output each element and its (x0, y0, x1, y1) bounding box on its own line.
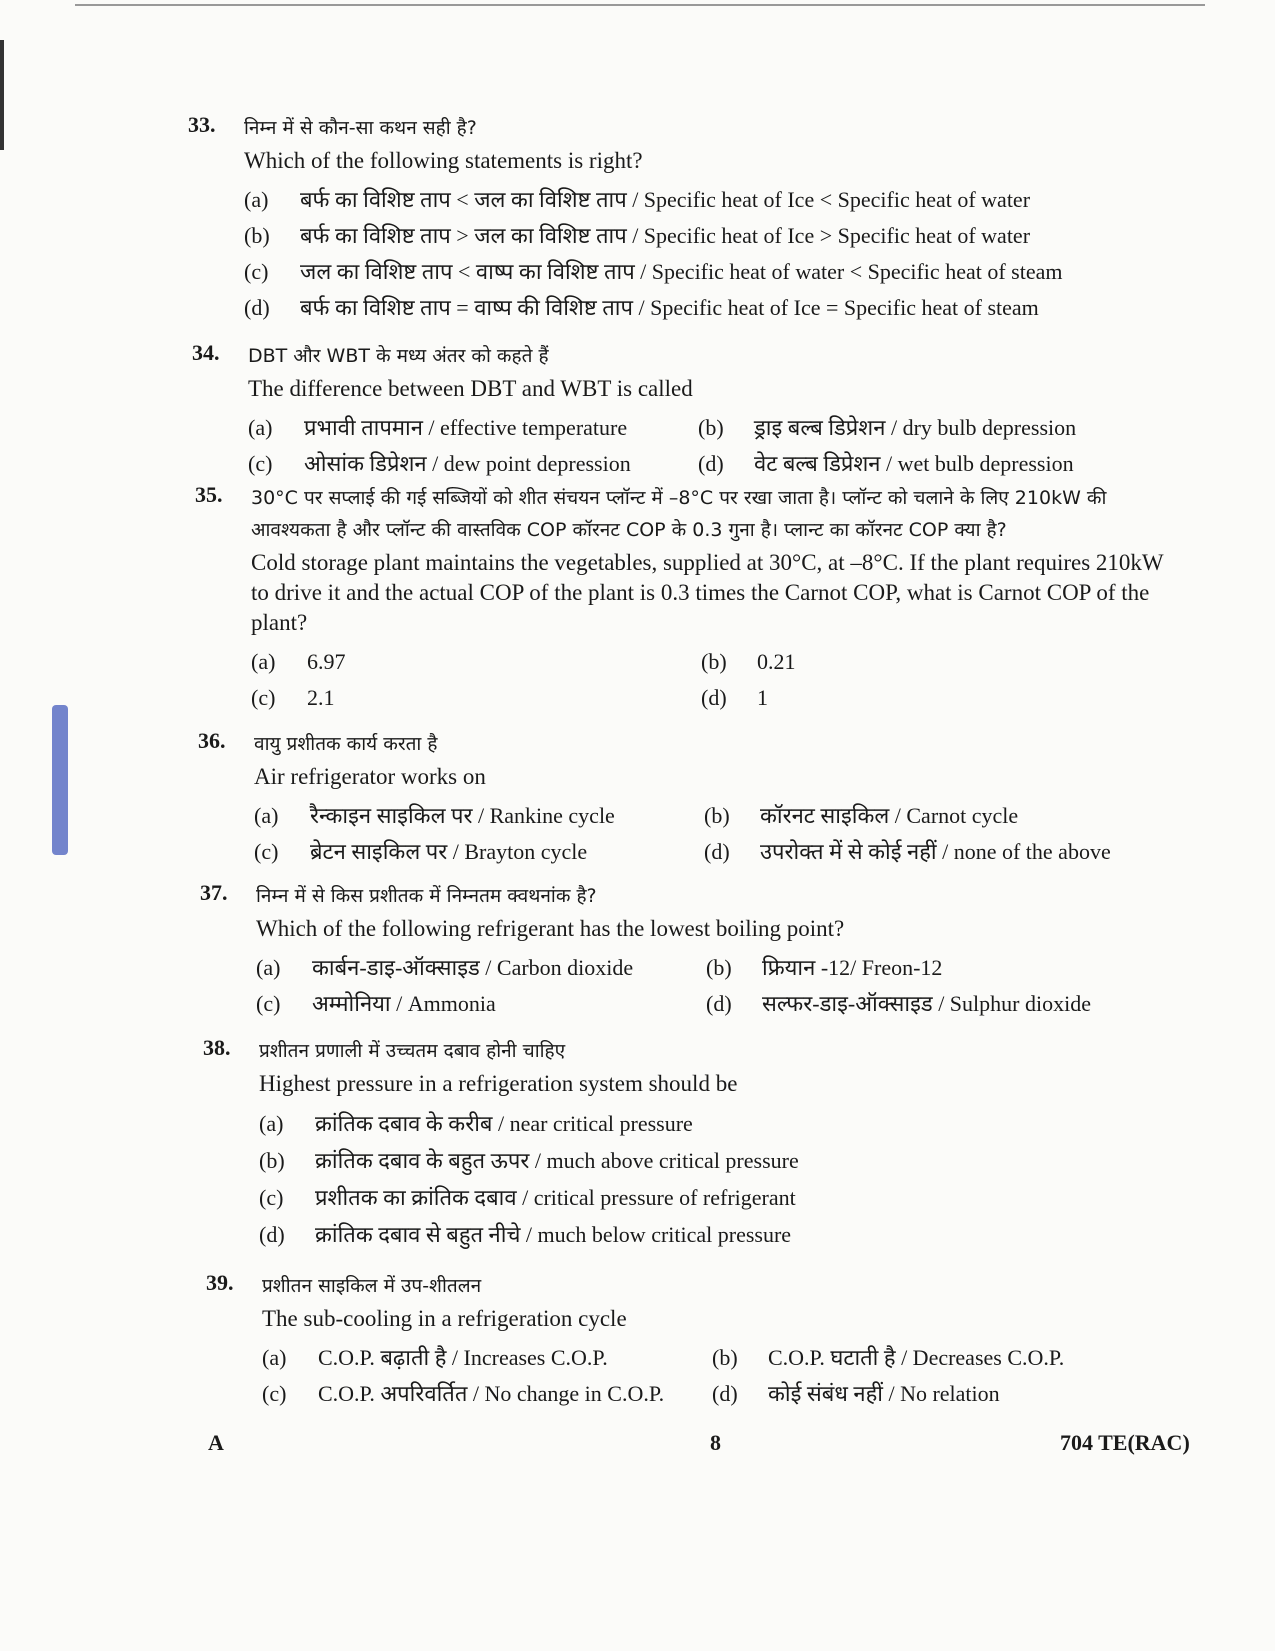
question-36 (198, 728, 1158, 870)
option-d (706, 986, 1186, 1022)
question-text-english: The sub-cooling in a refrigeration cycle (262, 1306, 627, 1331)
option-d (259, 1216, 1163, 1253)
option-a (254, 798, 704, 834)
option-label: (b) (712, 1345, 738, 1370)
option-a (251, 644, 701, 680)
question-text-english: The difference between DBT and WBT is called (248, 376, 693, 401)
question-number: 37. (200, 880, 228, 905)
option-c (254, 834, 704, 870)
option-label: (c) (251, 685, 276, 710)
option-text: ड्राइ बल्ब डिप्रेशन / dry bulb depression (754, 415, 1077, 440)
option-label: (d) (259, 1222, 285, 1247)
question-number: 34. (192, 340, 220, 365)
question-number: 35. (195, 482, 223, 507)
option-a (256, 950, 706, 986)
option-d (698, 446, 1178, 482)
question-text-english: Highest pressure in a refrigeration system should be (259, 1071, 738, 1096)
option-text: अम्मोनिया / Ammonia (312, 991, 496, 1016)
question-text-english: Which of the following refrigerant has the lowest boiling point? (256, 916, 845, 941)
option-label: (c) (248, 451, 273, 476)
option-text: क्रांतिक दबाव के बहुत ऊपर / much above critical pressure (315, 1148, 799, 1173)
question-text-hindi: निम्न में से कौन-सा कथन सही है? (244, 117, 477, 139)
option-text: जल का विशिष्ट ताप < वाष्प का विशिष्ट ताप / Specific heat of water < Specific heat of steam (300, 259, 1063, 284)
option-b (706, 950, 1186, 986)
option-text: 1 (757, 685, 768, 710)
option-label: (c) (244, 259, 269, 284)
question-text-hindi: 30°C पर सप्लाई की गई सब्जियों को शीत संचयन प्लॉन्ट में –8°C पर रखा जाता है। प्लॉन्ट को चलाने के लिए 210kW की आवश्यकता है और प्लॉन्ट की वास्तविक COP कॉरनट COP के 0.3 गुना है। प्लान्ट का कॉरनट COP क्या है? (251, 487, 1107, 541)
question-37 (200, 880, 1160, 1022)
question-35 (195, 482, 1185, 716)
scan-edge-mark (0, 40, 4, 150)
option-text: क्रांतिक दबाव से बहुत नीचे / much below critical pressure (315, 1222, 792, 1247)
question-number: 38. (203, 1035, 231, 1060)
option-c (248, 446, 698, 482)
scan-top-border (75, 4, 1205, 6)
question-text-hindi: वायु प्रशीतक कार्य करता है (254, 733, 438, 755)
option-c (251, 680, 701, 716)
option-label: (b) (259, 1148, 285, 1173)
option-text: 0.21 (757, 649, 796, 674)
options (248, 410, 1152, 482)
option-text: कार्बन-डाइ-ऑक्साइड / Carbon dioxide (312, 955, 634, 980)
option-label: (c) (256, 991, 281, 1016)
option-label: (a) (251, 649, 276, 674)
option-b (712, 1340, 1192, 1376)
option-text: क्रांतिक दबाव के करीब / near critical pressure (315, 1111, 693, 1136)
option-d (704, 834, 1184, 870)
option-b (704, 798, 1184, 834)
option-text: ओसांक डिप्रेशन / dew point depression (304, 451, 631, 476)
option-a (259, 1105, 1163, 1142)
option-d (712, 1376, 1192, 1412)
options (251, 644, 1185, 716)
option-d (701, 680, 1181, 716)
option-label: (d) (698, 451, 724, 476)
option-a (262, 1340, 712, 1376)
option-b (244, 218, 1148, 254)
option-d (244, 290, 1148, 326)
option-text: बर्फ का विशिष्ट ताप < जल का विशिष्ट ताप / Specific heat of Ice < Specific heat of water (300, 187, 1031, 212)
option-c (256, 986, 706, 1022)
option-c (259, 1179, 1163, 1216)
option-text: कोई संबंध नहीं / No relation (768, 1381, 1000, 1406)
option-text: प्रशीतक का क्रांतिक दबाव / critical pressure of refrigerant (315, 1185, 796, 1210)
booklet-set: A (208, 1430, 224, 1455)
page-number: 8 (710, 1430, 721, 1455)
option-text: उपरोक्त में से कोई नहीं / none of the above (760, 839, 1111, 864)
option-label: (a) (262, 1345, 287, 1370)
ink-mark (52, 705, 68, 855)
option-label: (d) (244, 295, 270, 320)
option-label: (b) (244, 223, 270, 248)
option-b (259, 1142, 1163, 1179)
option-label: (d) (704, 839, 730, 864)
options (256, 950, 1160, 1022)
option-label: (a) (248, 415, 273, 440)
option-text: वेट बल्ब डिप्रेशन / wet bulb depression (754, 451, 1074, 476)
option-label: (a) (254, 803, 279, 828)
question-34 (192, 340, 1152, 482)
question-text-english: Air refrigerator works on (254, 764, 486, 789)
question-text-hindi: प्रशीतन प्रणाली में उच्चतम दबाव होनी चाहिए (259, 1040, 566, 1062)
option-b (701, 644, 1181, 680)
option-b (698, 410, 1178, 446)
option-label: (c) (254, 839, 279, 864)
option-text: कॉरनट साइकिल / Carnot cycle (760, 803, 1019, 828)
option-label: (d) (706, 991, 732, 1016)
option-text: फ्रियान -12/ Freon-12 (762, 955, 943, 980)
question-38 (203, 1035, 1163, 1253)
option-label: (c) (262, 1381, 287, 1406)
question-number: 39. (206, 1270, 234, 1295)
option-text: ब्रेटन साइकिल पर / Brayton cycle (310, 839, 588, 864)
option-label: (b) (706, 955, 732, 980)
option-label: (c) (259, 1185, 284, 1210)
question-number: 36. (198, 728, 226, 753)
option-a (248, 410, 698, 446)
option-a (244, 182, 1148, 218)
option-label: (a) (256, 955, 281, 980)
question-text-english: Cold storage plant maintains the vegetables, supplied at 30°C, at –8°C. If the plant requires 210kW to drive it and the actual COP of the plant is 0.3 times the Carnot COP, what is Carnot COP of the plant? (251, 550, 1164, 635)
options (259, 1105, 1163, 1253)
option-label: (a) (259, 1111, 284, 1136)
option-text: C.O.P. बढ़ाती है / Increases C.O.P. (318, 1345, 608, 1370)
option-label: (d) (701, 685, 727, 710)
paper-code: 704 TE(RAC) (1060, 1430, 1190, 1455)
option-text: सल्फर-डाइ-ऑक्साइड / Sulphur dioxide (762, 991, 1091, 1016)
question-text-hindi: प्रशीतन साइकिल में उप-शीतलन (262, 1275, 482, 1297)
option-c (244, 254, 1148, 290)
option-c (262, 1376, 712, 1412)
question-33 (188, 112, 1148, 326)
options (254, 798, 1158, 870)
question-number: 33. (188, 112, 216, 137)
option-label: (d) (712, 1381, 738, 1406)
option-text: बर्फ का विशिष्ट ताप > जल का विशिष्ट ताप / Specific heat of Ice > Specific heat of water (300, 223, 1031, 248)
options (244, 182, 1148, 326)
options (262, 1340, 1166, 1412)
question-text-hindi: DBT और WBT के मध्य अंतर को कहते हैं (248, 345, 549, 367)
option-text: बर्फ का विशिष्ट ताप = वाष्प की विशिष्ट ताप / Specific heat of Ice = Specific heat of steam (300, 295, 1039, 320)
option-label: (b) (698, 415, 724, 440)
question-text-english: Which of the following statements is right? (244, 148, 643, 173)
question-text-hindi: निम्न में से किस प्रशीतक में निम्नतम क्वथनांक है? (256, 885, 597, 907)
question-39 (206, 1270, 1166, 1412)
option-text: 6.97 (307, 649, 346, 674)
option-text: C.O.P. अपरिवर्तित / No change in C.O.P. (318, 1381, 665, 1406)
option-label: (b) (704, 803, 730, 828)
option-label: (b) (701, 649, 727, 674)
option-label: (a) (244, 187, 269, 212)
option-text: प्रभावी तापमान / effective temperature (304, 415, 628, 440)
option-text: 2.1 (307, 685, 335, 710)
option-text: रैन्काइन साइकिल पर / Rankine cycle (310, 803, 615, 828)
option-text: C.O.P. घटाती है / Decreases C.O.P. (768, 1345, 1065, 1370)
